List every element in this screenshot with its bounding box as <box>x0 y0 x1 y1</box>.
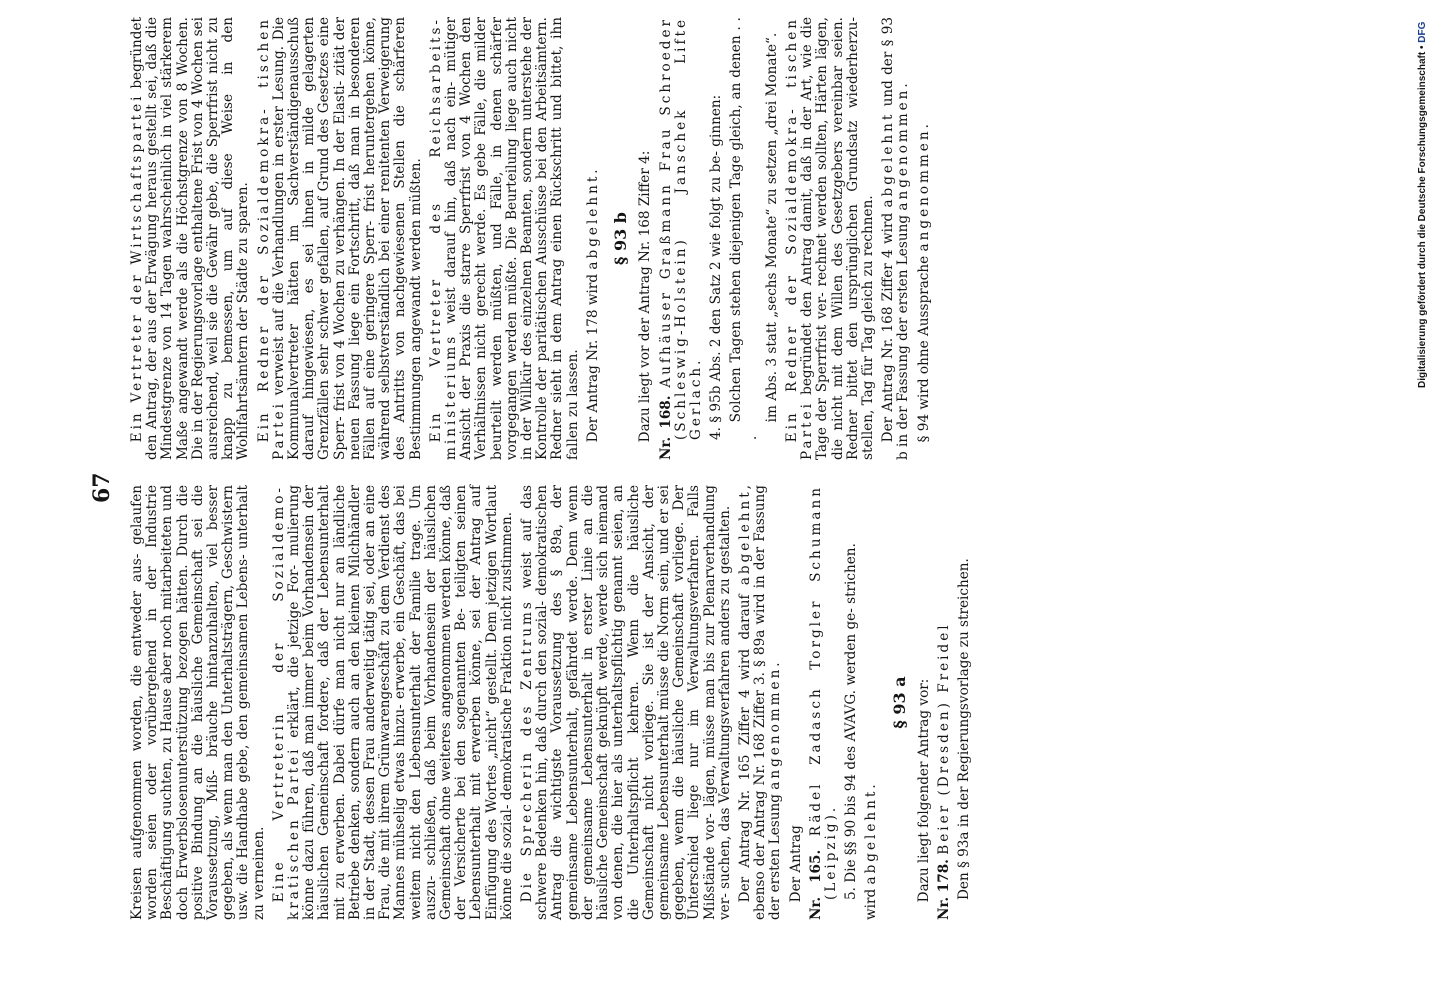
paragraph <box>272 485 515 920</box>
funding-credit: Digitalisierung gefördert durch die Deutsche Forschungsgemeinschaft • <box>1417 45 1428 388</box>
section-heading: § 93 a <box>889 676 909 729</box>
paragraph-text: begründet den Antrag damit, daß in der Art, wie die Tage der Sperrfrist ver- rechnet werden sollten, Härten lägen, die nicht mit dem Willen des Gesetzgebers vereinbar seien. Redner bittet den ursprünglichen Grundsatz wiederherzu- stellen, Tag für Tag gleich zu rechnen. <box>799 17 876 460</box>
paragraph <box>789 485 804 920</box>
left-column <box>130 485 977 920</box>
paragraph-text: 5. Die §§ 90 bis 94 des AVAVG. werden ge- strichen. <box>843 543 860 900</box>
speaker-label: Ein Redner der Sozialdemokra- tischen Partei <box>255 17 287 460</box>
decision-paragraph: wird abgelehnt. <box>863 784 880 920</box>
digitization-note <box>1412 8 1434 993</box>
paragraph-text: Der Antrag Nr. 168 Ziffer 4 wird <box>880 212 897 443</box>
motion-number: Nr. 178. <box>935 859 952 920</box>
paragraph-text: Solchen Tagen stehen diejenigen Tage gleich, an denen . . . <box>728 17 760 440</box>
paragraph-text: begründet den Antrag, der aus der Erwägung heraus gestellt sei, daß die Mindestgrenze von 14 Tagen wahrscheinlich in viel stärkerem Maße angewandt werde als die Höchstgrenze von 8 Wochen. Die in der Regierungsvorlage enthaltene Frist von 4 Wochen sei ausreichend, weil sie die Gewähr gebe, die Sperrfrist nicht zu knapp zu bemessen, um auf diese Weise in den Wohlfahrtsämtern der Städte zu sparen. <box>129 17 252 460</box>
right-column <box>130 17 937 460</box>
motion-item <box>937 485 952 920</box>
decision-word: angenommen <box>767 666 784 790</box>
paragraph-text: wird <box>863 888 880 920</box>
speaker-label: Ein Vertreter der Wirtschaftspartei <box>129 93 145 443</box>
decision-word: angenommen <box>895 87 912 211</box>
paragraph-text: im Abs. 3 statt „sechs Monate“ zu setzen „drei Monate“. <box>763 32 780 423</box>
motion-item <box>809 485 839 920</box>
speaker-label: Die Sprecherin des Zentrums <box>519 599 536 903</box>
motion-quote <box>729 17 759 460</box>
decision-word: abgelehnt <box>880 111 897 208</box>
decision-word: abgelehnt <box>863 788 880 885</box>
paragraph <box>429 17 581 460</box>
paragraph-text: Der Antrag Nr. 178 wird <box>584 273 601 443</box>
paragraph-text: und der § 93 b in der Fassung der ersten Lesung <box>880 16 912 460</box>
motion-number: Nr. 168. <box>657 395 674 460</box>
motion-text <box>709 17 724 460</box>
speaker-label: Ein Vertreter des Reichsarbeits- ministeriums <box>427 17 460 460</box>
decision-paragraph: Der Antrag Nr. 165 Ziffer 4 wird darauf abgelehnt, ebenso der Antrag Nr. 168 Ziffer 3. § 89a wird in der Fassung der ersten Lesung angenommen. <box>736 484 784 920</box>
paragraph-text: erklärt, die jetzige For- mulierung könne dazu führen, daß man immer beim Vorhandensein der häuslichen Gemeinschaft fordere, daß der Lebensunterhalt mit zu erwerben. Dabei dürfe man nicht nur an ländliche Betriebe denken, sondern auch an den kleinen Milchhändler in der Stadt, dessen Frau anderweitig tätig sei, oder an eine Frau, die mit ihrem Grünwarengeschäft zu dem Verdienst des Mannes mühselig etwas hinzu- erwerbe, ein Geschäft, das bei weitem nicht den Lebensunterhalt der Familie trage. Um auszu- schließen, daß beim Vorhandensein der häuslichen Gemeinschaft ohne weiteres angenommen werden könne, daß der Versicherte bei den sogenannten Be- teiligten seinen Lebensunterhalt mit erwerben könne, sei der Antrag auf Einfügung des Wortes „nicht“ gestellt. Dem jetzigen Wortlaut könne die sozial- demokratische Fraktion nicht zustimmen. <box>286 485 515 920</box>
paragraph-text: Dazu liegt vor der Antrag Nr. 168 Ziffer 4: <box>637 150 654 443</box>
motion-text <box>957 485 972 920</box>
paragraph-text: Dazu liegt folgender Antrag vor: <box>915 678 932 903</box>
decision-paragraph: Der Antrag Nr. 168 Ziffer 4 wird abgelehnt und der § 93 b in der Fassung der ersten Lesung angenommen. <box>880 16 912 460</box>
paragraph-text: Kreisen aufgenommen worden, die entweder aus- gelaufen worden seien oder vorübergehend in der Industrie Beschäftigung suchten, zu Hause aber noch mitarbeiteten und doch Erwerbslosenunterstützung bezogen hätten. Durch die positive Bindung an die häusliche Gemeinschaft sei die Voraussetzung, Miß- bräuche hintanzuhalten, viel besser gegeben, als wenn man den Unterhaltsträgern, Geschwistern usw. die Handhabe gebe, den gemeinsamen Lebens- unterhalt zu verneinen. <box>129 485 267 920</box>
paragraph <box>520 485 733 920</box>
paragraph <box>130 17 252 460</box>
paragraph-text: Den § 93a in der Regierungsvorlage zu streichen. <box>956 558 973 900</box>
speaker-label: Eine Vertreterin der Sozialdemo- kratischen Partei <box>270 485 303 920</box>
motion-signers: Rädel Zadasch Torgler Schumann (Leipzig). <box>807 485 839 900</box>
motion-signers: Beier (Dresden) Freidel <box>935 622 952 855</box>
paragraph <box>257 17 424 460</box>
paragraph-text: weist auf das schwere Bedenken hin, daß durch den sozial- demokratischen Antrag die wichtigste Voraussetzung des § 89a, der gemeinsame Lebensunterhalt, gefährdet werde. Denn wenn der gemeinsame Lebensunterhalt in erster Linie an die häusliche Gemeinschaft geknüpft werde, werde sich niemand von denen, die hier als unterhaltspflichtig genannt seien, an die Unterhaltspflicht kehren. Wenn die häusliche Gemeinschaft nicht vorliege. Sie ist der Ansicht, der gemeinsame Lebensunterhalt müsse die Norm sein, und er sei gegeben, wenn die häusliche Gemeinschaft vorliege. Der Unterschied liege nur im Verwaltungsverfahren. Falls Mißstände vor- lägen, müsse man bis zur Plenarverhandlung ver- suchen, das Verwaltungsverfahren anders zu gestalten. <box>519 485 733 920</box>
decision-word: abgelehnt <box>736 489 753 586</box>
paragraph <box>917 485 932 920</box>
decision-paragraph: Der Antrag Nr. 178 wird abgelehnt. <box>584 169 601 443</box>
page-number: 67 <box>89 472 115 503</box>
decision-word: abgelehnt <box>584 173 601 270</box>
paragraph <box>785 17 876 460</box>
dfg-logo: DFG <box>1417 21 1428 43</box>
paragraph-text: , ebenso der Antrag Nr. 168 Ziffer 3. § 89a wird in der Fassung der ersten Lesung <box>736 484 784 920</box>
speaker-label: Ein Redner der Sozialdemokra- tischen Partei <box>783 17 816 460</box>
paragraph-text: weist darauf hin, daß nach ein- mütiger Ansicht der Praxis die starre Sperrfrist von 4 Wochen den Verhältnissen nicht gerecht werde. Es gebe Fälle, die milder beurteilt werden müßten, und Fälle, in denen schärfer vorgegangen werden müßte. Die Beurteilung liege auch nicht in der Willkür des einzelnen Beamten, sondern unterstehe der Kontrolle der paritätischen Ausschüsse bei den Arbeitsämtern. Redner sieht in dem Antrag einen Rückschritt und bittet, ihn fallen zu lassen. <box>443 17 581 460</box>
motion-quote <box>765 17 780 460</box>
paragraph-text: Der Antrag <box>787 825 804 903</box>
paragraph-text: verweist auf die Verhandlungen in erster Lesung. Die Kommunalvertreter hätten im Sachverständigenausschuß darauf hingewiesen, es sei ihnen in milde gelagerten Grenzfällen sehr schwer gefallen, auf Grund des Gesetzes eine Sperr- frist von 4 Wochen zu verhängen. In der Elasti- zität der neuen Fassung liege ein Fortschritt, daß man in besonderen Fällen auf eine geringere Sperr- frist heruntergehen könne, während selbstverständlich bei einer renitenten Verweigerung des Antritts von nachgewiesenen Stellen die schärferen Bestimmungen angewandt werden müßten. <box>270 17 424 460</box>
decision-paragraph: § 94 wird ohne Aussprache angenommen. <box>915 124 932 443</box>
motion-signers: Aufhäuser Graßmann Frau Schroeder (Schleswig-Holstein) Janschek Lifte Gerlach. <box>657 17 704 440</box>
paragraph-text: Der Antrag Nr. 165 Ziffer 4 wird darauf <box>736 594 753 903</box>
motion-text <box>844 485 859 920</box>
paragraph <box>130 485 267 920</box>
decision-word: angenommen <box>915 128 932 252</box>
motion-item <box>659 17 705 460</box>
motion-number: Nr. 165. <box>807 849 824 920</box>
paragraph-text: 4. § 95b Abs. 2 den Satz 2 wie folgt zu be- ginnen: <box>708 94 725 440</box>
digitization-note-text <box>1412 0 1434 388</box>
paragraph <box>638 17 653 460</box>
section-heading: § 93 b <box>611 212 631 265</box>
paragraph-text: § 94 wird ohne Aussprache <box>915 255 932 443</box>
